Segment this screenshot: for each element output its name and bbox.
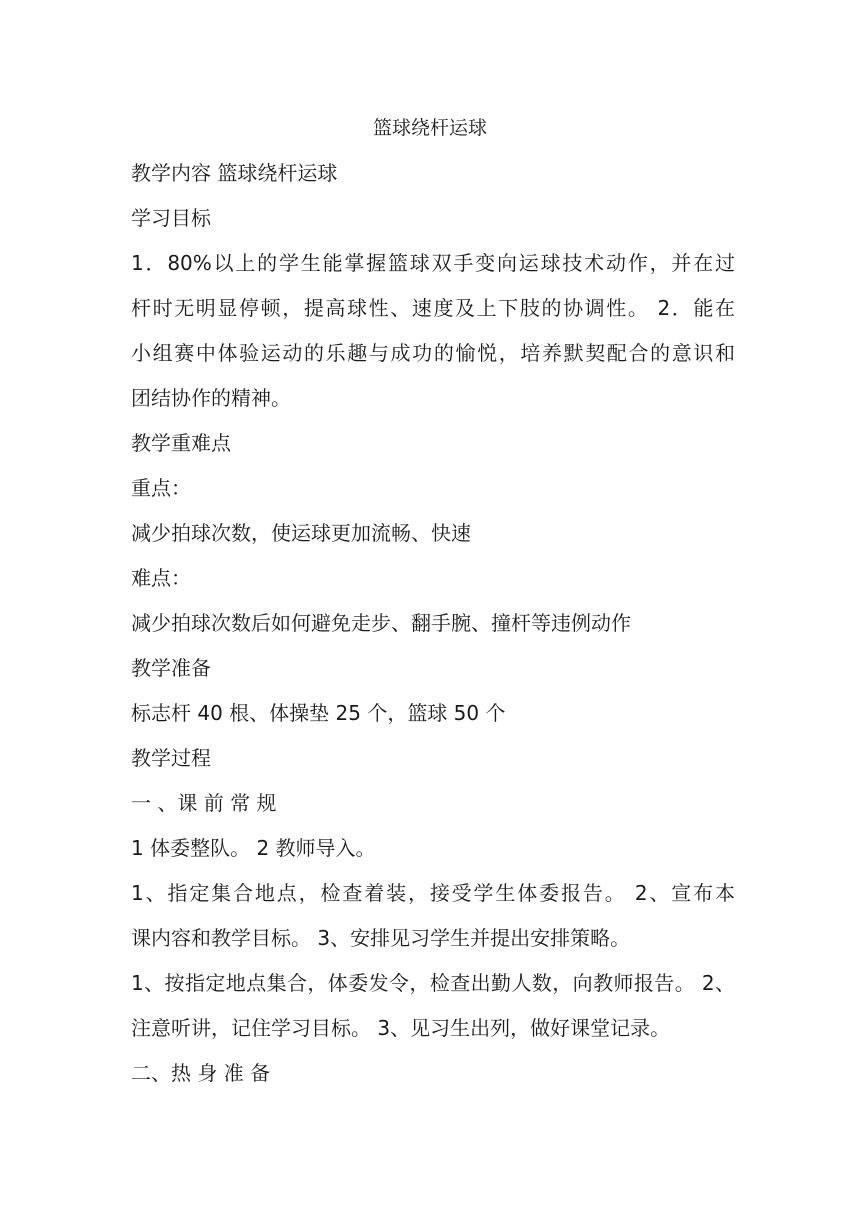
key-text: 减少拍球次数，使运球更加流畅、快速	[131, 521, 471, 545]
student-line-2: 注意听讲，记住学习目标。 3、见习生出列，做好课堂记录。	[131, 1016, 671, 1040]
section1-heading: 一 、课 前 常 规	[131, 791, 277, 815]
objectives-line-4: 团结协作的精神。	[131, 386, 291, 410]
preparation-heading: 教学准备	[131, 656, 211, 680]
objectives-line-3: 小组赛中体验运动的乐趣与成功的愉悦，培养默契配合的意识和	[131, 341, 735, 365]
key-points-heading: 教学重难点	[131, 431, 231, 455]
objectives-line-1: 1．80%以上的学生能掌握篮球双手变向运球技术动作，并在过	[131, 251, 735, 275]
teacher-line-2: 课内容和教学目标。 3、安排见习学生并提出安排策略。	[131, 926, 631, 950]
section2-heading: 二、热 身 准 备	[131, 1061, 271, 1085]
document-title: 篮球绕杆运球	[372, 117, 487, 139]
objectives-line-2: 杆时无明显停顿，提高球性、速度及上下肢的协调性。 2．能在	[131, 296, 735, 320]
preparation-text: 标志杆 40 根、体操垫 25 个，篮球 50 个	[131, 701, 506, 725]
student-line-1: 1、按指定地点集合，体委发令，检查出勤人数，向教师报告。 2、	[131, 971, 735, 995]
content-heading: 教学内容 篮球绕杆运球	[131, 161, 338, 185]
difficulty-text: 减少拍球次数后如何避免走步、翻手腕、撞杆等违例动作	[131, 611, 631, 635]
difficulty-label: 难点：	[131, 566, 191, 590]
objectives-heading: 学习目标	[131, 206, 211, 230]
key-label: 重点：	[131, 476, 191, 500]
process-heading: 教学过程	[131, 746, 211, 770]
teacher-line-1: 1、指定集合地点，检查着装，接受学生体委报告。 2、宣布本	[131, 881, 735, 905]
section1-items: 1 体委整队。 2 教师导入。	[131, 836, 376, 860]
